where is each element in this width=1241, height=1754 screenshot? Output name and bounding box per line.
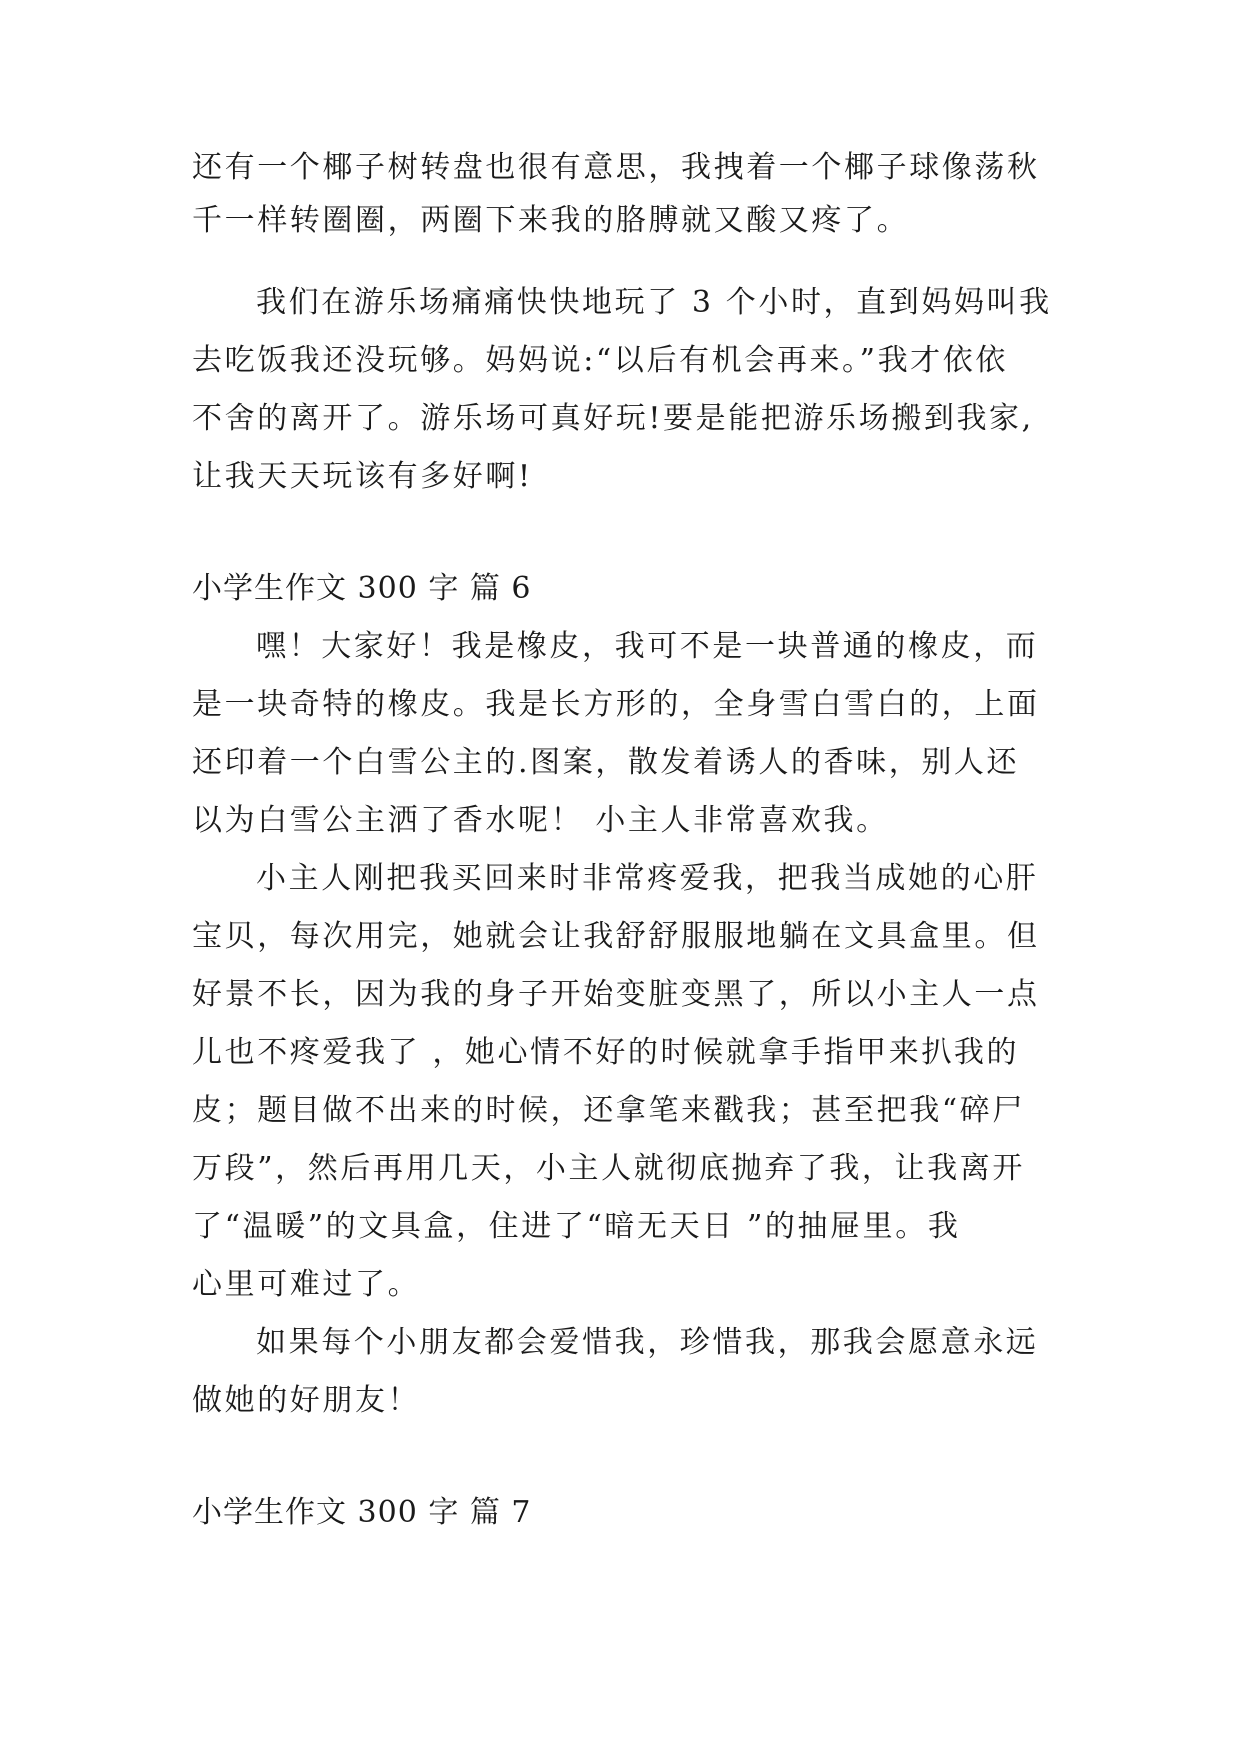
paragraph-line: 我们在游乐场痛痛快快地玩了 3 个小时，直到妈妈叫我 <box>256 285 1052 320</box>
section-heading: 小学生作文 300 字 篇 7 <box>192 1495 532 1530</box>
paragraph-line: 皮；题目做不出来的时候，还拿笔来戳我；甚至把我“碎尸 <box>192 1093 1025 1128</box>
paragraph-line: 心里可难过了。 <box>192 1267 421 1302</box>
paragraph-line: 如果每个小朋友都会爱惜我，珍惜我，那我会愿意永远 <box>256 1325 1039 1360</box>
paragraph-line: 好景不长，因为我的身子开始变脏变黑了，所以小主人一点 <box>192 977 1040 1012</box>
paragraph-line: 嘿！大家好！我是橡皮，我可不是一块普通的橡皮，而 <box>256 629 1039 664</box>
paragraph-line: 万段”，然后再用几天，小主人就彻底抛弃了我，让我离开 <box>192 1151 1025 1186</box>
paragraph-line: 是一块奇特的橡皮。我是长方形的，全身雪白雪白的，上面 <box>192 687 1040 722</box>
paragraph-line: 以为白雪公主洒了香水呢！ 小主人非常喜欢我。 <box>192 803 889 838</box>
section-heading: 小学生作文 300 字 篇 6 <box>192 571 532 606</box>
paragraph-line: 小主人刚把我买回来时非常疼爱我，把我当成她的心肝 <box>256 861 1039 896</box>
paragraph-line: 了“温暖”的文具盒，住进了“暗无天日 ”的抽屉里。我 <box>192 1209 961 1244</box>
paragraph-line: 做她的好朋友！ <box>192 1383 421 1418</box>
paragraph-line: 还印着一个白雪公主的.图案，散发着诱人的香味，别人还 <box>192 745 1020 780</box>
paragraph-line: 儿也不疼爱我了 ，她心情不好的时候就拿手指甲来扒我的 <box>192 1035 1020 1070</box>
paragraph-line: 千一样转圈圈，两圈下来我的胳膊就又酸又疼了。 <box>192 203 910 238</box>
paragraph-line: 不舍的离开了。游乐场可真好玩!要是能把游乐场搬到我家, <box>192 401 1034 436</box>
paragraph-line: 还有一个椰子树转盘也很有意思，我拽着一个椰子球像荡秋 <box>192 150 1040 185</box>
paragraph-line: 让我天天玩该有多好啊! <box>192 459 533 494</box>
paragraph-line: 宝贝，每次用完，她就会让我舒舒服服地躺在文具盒里。但 <box>192 919 1040 954</box>
paragraph-line: 去吃饭我还没玩够。妈妈说:“以后有机会再来。”我才依依 <box>192 343 1008 378</box>
